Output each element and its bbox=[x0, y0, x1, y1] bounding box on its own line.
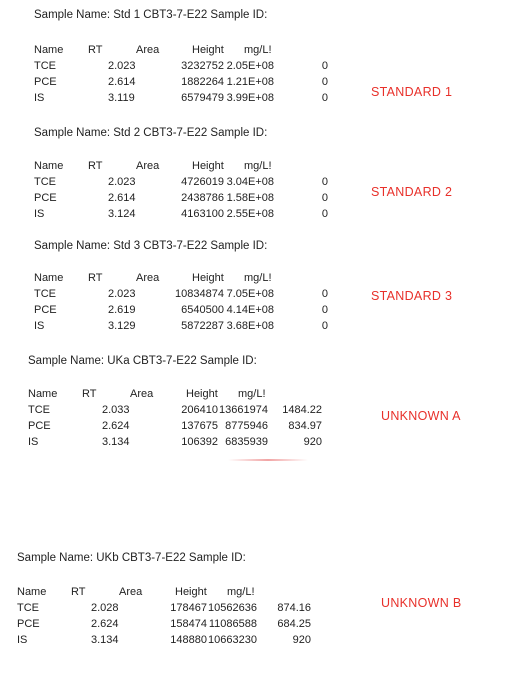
sample-name-line: Sample Name: Std 2 CBT3-7-E22 Sample ID: bbox=[34, 127, 268, 139]
column-header-row: Name RT Area Height mg/L! bbox=[17, 586, 255, 598]
table-row: PCE 2.614 1882264 1.21E+08 0 bbox=[34, 76, 328, 88]
table-row: IS 3.119 6579479 3.99E+08 0 bbox=[34, 92, 328, 104]
sample-label-unknown-b: UNKNOWN B bbox=[381, 596, 462, 610]
col-rt-header: RT bbox=[88, 44, 103, 56]
table-row: IS 3.134 106392 6835939 920 bbox=[28, 436, 322, 448]
col-area-header: Area bbox=[136, 44, 160, 56]
table-row: TCE 2.023 10834874 7.05E+08 0 bbox=[34, 288, 328, 300]
table-row: IS 3.134 148880 10663230 920 bbox=[17, 634, 311, 646]
table-row: IS 3.129 5872287 3.68E+08 0 bbox=[34, 320, 328, 332]
col-name-header: Name bbox=[34, 44, 64, 56]
column-header-row: Name RT Area Height mg/L! bbox=[34, 272, 272, 284]
table-row: PCE 2.619 6540500 4.14E+08 0 bbox=[34, 304, 328, 316]
table-row: TCE 2.028 178467 10562636 874.16 bbox=[17, 602, 311, 614]
table-row: PCE 2.624 137675 8775946 834.97 bbox=[28, 420, 322, 432]
sample-name-line: Sample Name: UKa CBT3-7-E22 Sample ID: bbox=[28, 355, 257, 367]
sample-label-standard-2: STANDARD 2 bbox=[371, 185, 453, 199]
sample-name-line: Sample Name: UKb CBT3-7-E22 Sample ID: bbox=[17, 552, 246, 564]
sample-name-line: Sample Name: Std 1 CBT3-7-E22 Sample ID: bbox=[34, 9, 268, 21]
table-row: TCE 2.023 3232752 2.05E+08 0 bbox=[34, 60, 328, 72]
table-row: TCE 2.023 4726019 3.04E+08 0 bbox=[34, 176, 328, 188]
col-mgl-header: mg/L! bbox=[244, 44, 272, 56]
column-header-row bbox=[34, 44, 334, 57]
table-row: PCE 2.624 158474 11086588 684.25 bbox=[17, 618, 311, 630]
sample-label-standard-1: STANDARD 1 bbox=[371, 85, 453, 99]
red-smudge-mark bbox=[228, 459, 308, 461]
column-header-row: Name RT Area Height mg/L! bbox=[34, 160, 272, 172]
table-row: PCE 2.614 2438786 1.58E+08 0 bbox=[34, 192, 328, 204]
table-row: TCE 2.033 206410 13661974 1484.22 bbox=[28, 404, 322, 416]
table-row: IS 3.124 4163100 2.55E+08 0 bbox=[34, 208, 328, 220]
sample-label-standard-3: STANDARD 3 bbox=[371, 289, 453, 303]
column-header-row: Name RT Area Height mg/L! bbox=[28, 388, 266, 400]
sample-name-line: Sample Name: Std 3 CBT3-7-E22 Sample ID: bbox=[34, 240, 268, 252]
col-height-header: Height bbox=[192, 44, 224, 56]
sample-label-unknown-a: UNKNOWN A bbox=[381, 409, 461, 423]
